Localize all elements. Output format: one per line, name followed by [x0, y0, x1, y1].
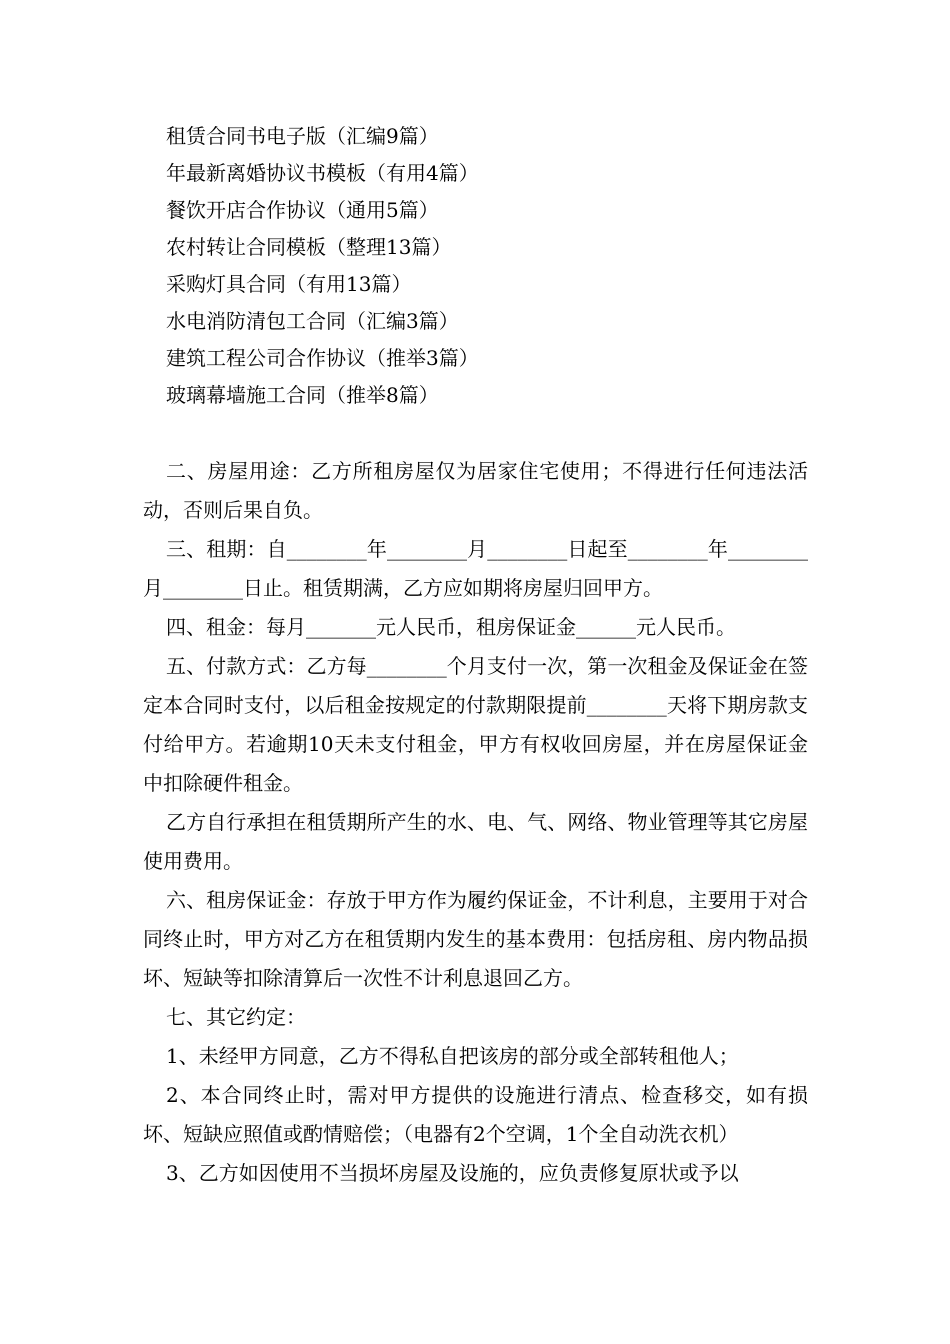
related-document-link[interactable]: 水电消防清包工合同（汇编3篇）	[166, 309, 459, 333]
related-document-link[interactable]: 租赁合同书电子版（汇编9篇）	[166, 124, 439, 148]
related-document-link[interactable]: 餐饮开店合作协议（通用5篇）	[166, 198, 439, 222]
clause-other-heading: 七、其它约定：	[166, 1005, 306, 1029]
related-document-link[interactable]: 采购灯具合同（有用13篇）	[166, 272, 412, 296]
related-document-link[interactable]: 农村转让合同模板（整理13篇）	[166, 235, 452, 259]
clause-payment-utilities: 乙方自行承担在租赁期所产生的水、电、气、网络、物业管理等其它房屋使用费用。	[143, 810, 808, 873]
clause-payment: 五、付款方式：乙方每________个月支付一次，第一次租金及保证金在签定本合同时支付，以后租金按规定的付款期限提前________天将下期房款支付给甲方。若逾期10天未支付租金，甲方有权收回房屋，并在房屋保证金中扣除硬件租金。	[143, 654, 808, 795]
related-document-link[interactable]: 建筑工程公司合作协议（推举3篇）	[166, 346, 479, 370]
clause-other-item: 1、未经甲方同意，乙方不得私自把该房的部分或全部转租他人；	[166, 1044, 739, 1068]
related-document-link[interactable]: 玻璃幕墙施工合同（推举8篇）	[166, 383, 439, 407]
related-document-link[interactable]: 年最新离婚协议书模板（有用4篇）	[166, 161, 479, 185]
clause-usage: 二、房屋用途：乙方所租房屋仅为居家住宅使用；不得进行任何违法活动，否则后果自负。	[143, 459, 808, 522]
clause-deposit: 六、租房保证金：存放于甲方作为履约保证金，不计利息，主要用于对合同终止时，甲方对乙方在租赁期内发生的基本费用：包括房租、房内物品损坏、短缺等扣除清算后一次性不计利息退回乙方。	[143, 888, 808, 990]
contract-body	[143, 452, 808, 1193]
clause-other-item: 3、乙方如因使用不当损坏房屋及设施的，应负责修复原状或予以	[166, 1161, 739, 1185]
clause-rent: 四、租金：每月_______元人民币，租房保证金______元人民币。	[166, 615, 736, 639]
clause-term: 三、租期：自________年________月________日起至________年________月________日止。租赁期满，乙方应如期将房屋归回甲方。	[143, 537, 808, 600]
related-documents-list	[166, 118, 806, 414]
clause-other-item: 2、本合同终止时，需对甲方提供的设施进行清点、检查移交，如有损坏、短缺应照值或酌情赔偿；（电器有2个空调，1个全自动洗衣机）	[143, 1083, 808, 1146]
